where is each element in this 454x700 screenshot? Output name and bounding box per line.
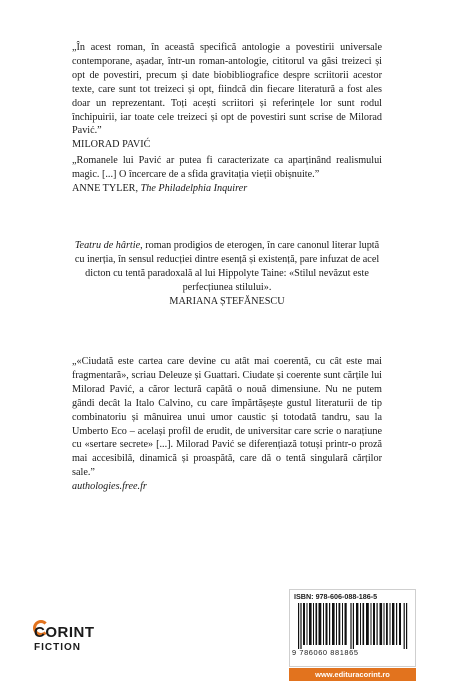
quote-body bbox=[72, 239, 382, 295]
quote-text: „În acest roman, în această specifică antologie a povestirii universale contemporane, așadar, într-un roman-antologie, cititorul va găsi treizeci și opt de povestiri, precum și date biobibliografice despre scriitorii acestor texte, care sunt tot treizeci și opt, fiindcă din fiecare literatură a fost ales doar un reprezentant. Toți acești scriitori și referințele lor sunt rodul închipuirii, iar toate cele treizeci și opt de povestiri sunt scrise de Milorad Pavić.” bbox=[72, 42, 382, 137]
barcode-icon bbox=[298, 603, 408, 649]
isbn-block bbox=[289, 589, 416, 667]
publisher-website[interactable]: www.edituracorint.ro bbox=[289, 668, 416, 681]
quote-authologies bbox=[72, 355, 382, 494]
publisher-name: CORINT bbox=[34, 624, 95, 641]
quote-source: The Philadelphia Inquirer bbox=[140, 182, 248, 194]
quote-text: „«Ciudată este cartea care devine cu atât mai coerentă, cu cât este mai fragmentară», scriau Deleuze și Guattari. Ciudate și coerente sunt cărțile lui Milorad Pavić, a căror lectură capătă o nouă dimensiune. Nu ne putem gândi decât la Italo Calvino, cu care împărtășește gustul literaturii de tip combinatoriu și mânuirea unui umor caustic și totodată tandru, sau la Umberto Eco – același profil de erudit, de universitar care scrie o narațiune cu «sertare secrete» [...]. Milorad Pavić se diferențiază totuși printr-o proză mai accesibilă, dinamică și proaspătă, care dă o tentă singulară cărților sale.” bbox=[72, 356, 382, 479]
quote-source: authologies.free.fr bbox=[72, 481, 147, 493]
book-title: Teatru de hârtie bbox=[74, 240, 141, 251]
quote-attribution bbox=[72, 182, 382, 196]
quote-author: MILORAD PAVIĆ bbox=[72, 139, 151, 151]
publisher-imprint: FICTION bbox=[34, 642, 81, 653]
isbn-label: ISBN: 978-606-088-186-5 bbox=[294, 592, 378, 601]
quote-text: , roman prodigios de eterogen, în care canonul literar luptă cu inerția, în sensul reducției dintre esență și existență, pare infuzat de acel dicton cu tentă paradoxală al lui Hippolyte Taine: «Stilul nevăzut este perfecțiunea stilului». bbox=[74, 240, 380, 293]
quote-pavic bbox=[72, 41, 382, 152]
quote-text: „Romanele lui Pavić ar putea fi caracterizate ca aparținând realismului magic. [...] O încercare de a sfida gravitația vieții obișnuite.” bbox=[72, 155, 382, 180]
quote-stefanescu bbox=[72, 239, 382, 309]
quote-author: ANNE TYLER, bbox=[72, 182, 139, 194]
publisher-logo bbox=[34, 624, 104, 674]
quote-tyler bbox=[72, 154, 382, 196]
quote-author: MARIANA ȘTEFĂNESCU bbox=[169, 295, 285, 307]
barcode-digits: 9 786060 881865 bbox=[292, 648, 359, 657]
